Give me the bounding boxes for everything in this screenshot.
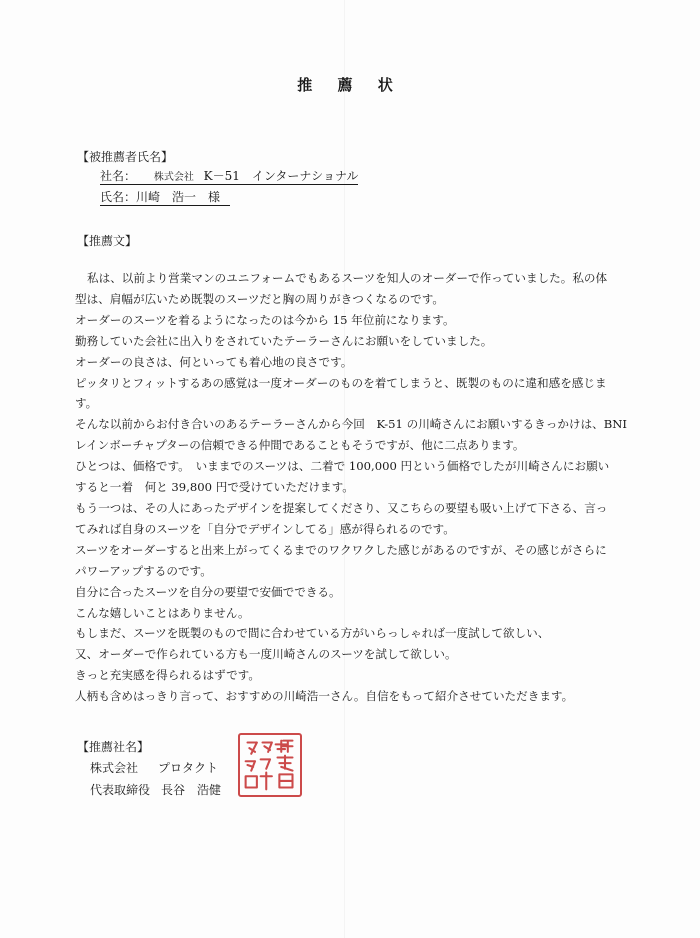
- recommender-rep-name: 長谷 浩健: [161, 783, 222, 797]
- letter-line: す。: [75, 396, 98, 411]
- seal-glyphs: [240, 735, 300, 795]
- letter-line: もしまだ、スーツを既製のもので間に合わせている方がいらっしゃれば一度試して欲しい、: [75, 626, 550, 641]
- recipient-company-name: K－51 インターナショナル: [203, 169, 359, 183]
- letter-line: パワーアップするのです。: [75, 563, 212, 578]
- letter-line: レインボーチャプターの信頼できる仲間であることもそうですが、他に二点あります。: [75, 438, 525, 453]
- letter-line: そんな以前からお付き合いのあるテーラーさんから今回 K-51 の川崎さんにお願いするきっかけは、BNI: [75, 417, 627, 432]
- recipient-company-label: 社名：: [100, 169, 137, 183]
- recommender-heading: 【推薦社名】: [77, 740, 150, 754]
- letter-line: もう一つは、その人にあったデザインを提案してくださり、又こちらの要望も吸い上げて下さる、言っ: [75, 500, 608, 515]
- letter-line: 又、オーダーで作られている方も一度川崎さんのスーツを試して欲しい。: [75, 647, 457, 662]
- recipient-company-prefix: 株式会社: [153, 172, 194, 183]
- letter-line: オーダーのスーツを着るようになったのは今から 15 年位前になります。: [75, 312, 455, 327]
- recipient-heading: 【被推薦者氏名】: [77, 150, 174, 164]
- recipient-name-value: 川崎 浩一 様: [136, 190, 221, 204]
- letter-line: ひとつは、価格です。 いままでのスーツは、二着で 100,000 円という価格でしたが川崎さんにお願い: [75, 459, 610, 474]
- letter-line: すると一着 何と 39,800 円で受けていただけます。: [75, 480, 354, 495]
- letter-line: てみれば自身のスーツを「自分でデザインしてる」感が得られるのです。: [75, 521, 455, 536]
- recommender-company-label: 株式会社: [90, 761, 139, 775]
- letter-body: [75, 268, 635, 707]
- recipient-name-line: [100, 188, 230, 206]
- document-title: 推 薦 状: [297, 76, 403, 94]
- letter-heading: 【推薦文】: [77, 234, 138, 248]
- recipient-name-label: 氏名：: [100, 190, 137, 204]
- letter-line: スーツをオーダーすると出来上がってくるまでのワクワクした感じがあるのですが、その感じがさらに: [75, 542, 607, 557]
- letter-line: オーダーの良さは、何といっても着心地の良さです。: [75, 354, 353, 369]
- company-seal-stamp: [238, 733, 302, 797]
- letter-line: こんな嬉しいことはありません。: [75, 605, 250, 620]
- letter-line: きっと充実感を得られるはずです。: [75, 668, 260, 683]
- letter-line: 勤務していた会社に出入りをされていたテーラーさんにお願いをしていました。: [75, 333, 493, 348]
- letter-line: ピッタリとフィットするあの感覚は一度オーダーのものを着てしまうと、既製のものに違和感を感じま: [75, 375, 607, 390]
- recommender-rep-title: 代表取締役: [90, 783, 151, 797]
- recipient-company-line: [100, 167, 358, 185]
- letter-line: 型は、肩幅が広いため既製のスーツだと胸の周りがきつくなるのです。: [75, 291, 445, 306]
- letter-line: 人柄も含めはっきり言って、おすすめの川崎浩一さん。自信をもって紹介させていただきます。: [75, 689, 574, 704]
- letter-line: 私は、以前より営業マンのユニフォームでもあるスーツを知人のオーダーで作っていました。私の体: [87, 271, 608, 285]
- letter-line: 自分に合ったスーツを自分の要望で安価でできる。: [75, 584, 341, 599]
- recommender-company-name: プロタクト: [158, 761, 219, 775]
